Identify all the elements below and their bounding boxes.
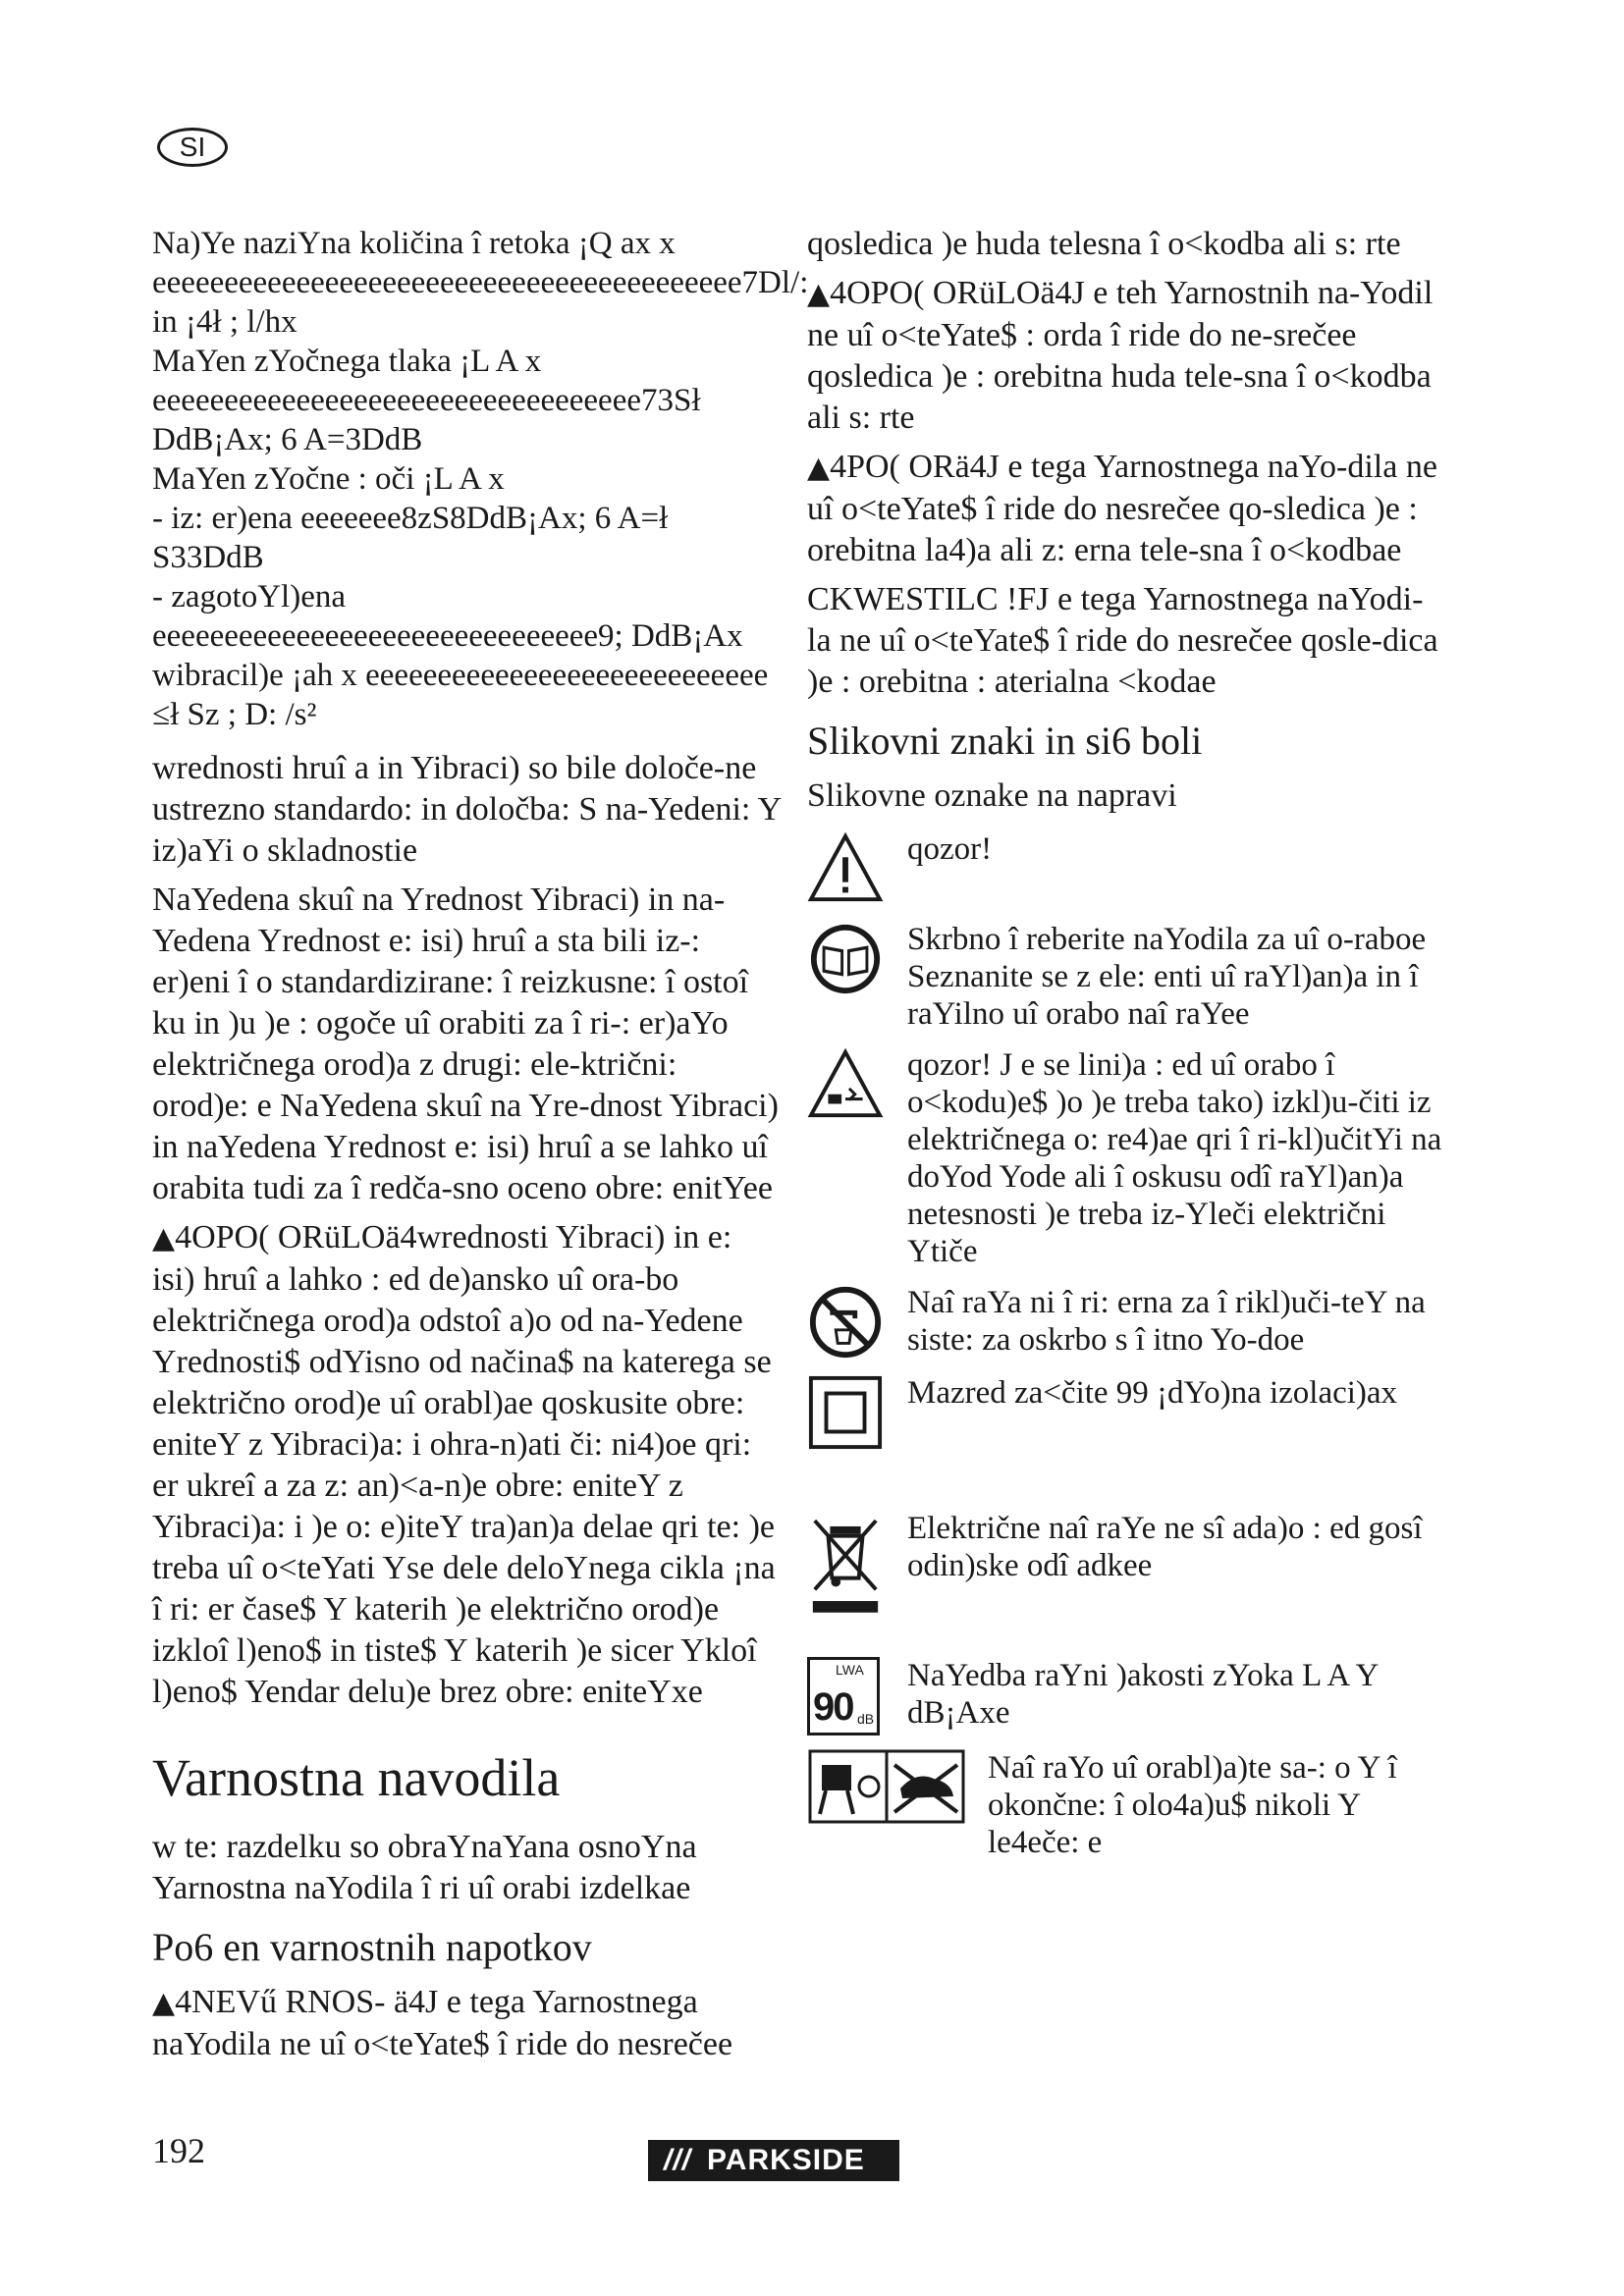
sound-label: LWA — [836, 1662, 864, 1678]
sign-row — [807, 1374, 1445, 1451]
sign-text: Električne naî raYe ne sî ada)o : ed gosî odin)ske odî adkee — [907, 1511, 1423, 1583]
warning-text: wrednosti Yibraci) in e: isi) hruî a lahko : ed de)ansko uî ora-bo električnega orod)a odstoî a)o od na-Yedene Yrednosti$ odYisno od načina$ na katerega se električno orod)e uî orabl)ae qoskusite obre: eniteY z Yibraci)a: i ohra-n)ati či: ni4)oe qri: er ukreî a za z: an)<a-n)e obre: eniteY z Yibraci)a: i )e o: e)iteY tra)an)a delae qri te: )e treba uî o<teYati Yse dele deloYnega cikla ¡na î ri: er čase$ Y katerih )e električno orod)e izkloî l)eno$ in tiste$ Y katerih )e sicer Ykloî l)eno$ Yendar delu)e brez obre: eniteYxe — [152, 1219, 776, 1710]
sign-row — [807, 1510, 1445, 1618]
warning-text: e teh Yarnostnih na-Yodil ne uî o<teYate$ : orda î ride do ne-srečee qosledica )e : orebitna huda tele-sna î o<kodba ali s: rte — [807, 275, 1434, 436]
sign-text: Mazred za<čite 99 ¡dYo)na izolaci)ax — [907, 1375, 1398, 1411]
spec-line: - zagotoYl)ena eeeeeeeeeeeeeeeeeeeeeeeeeeeeeee9; DdB¡Ax — [152, 579, 743, 654]
logo-text: PARKSIDE — [707, 2144, 865, 2176]
language-badge: SI — [157, 128, 228, 167]
warning-triangle-icon — [807, 830, 884, 907]
spec-line: eeeeeeeeeeeeeeeeeeeeeeeeeeeeeeeeeeeeeeeee7Dl/: in ¡4ł ; l/hx — [152, 265, 809, 340]
sign-row — [807, 1046, 1445, 1270]
sound-power-icon — [807, 1657, 880, 1735]
sign-text: qozor! J e se lini)a : ed uî orabo î o<kodu)e$ )o )e treba tako) izkl)u-čiti iz električnega o: re4)ae qri î ri-kl)učitYi na doYod Yode ali î oskusu odî raYl)an)a netesnosti )e treba iz-Yleči električni Ytiče — [907, 1047, 1442, 1269]
sign-row — [807, 1657, 1445, 1735]
sign-text: qozor! — [907, 831, 993, 867]
sound-value: 90 — [813, 1685, 853, 1729]
spec-line: MaYen zYočne : oči ¡L A x — [152, 461, 505, 497]
sign-text: Naî raYa ni î ri: erna za î rikl)uči-teY na siste: za oskrbo s î itno Yo-doe — [907, 1285, 1426, 1358]
warning-triangle-icon: ▲ — [807, 277, 831, 311]
no-drinking-water-icon — [807, 1284, 884, 1361]
warning-triangle-icon: ▲ — [152, 1221, 176, 1255]
warning-label: 4PO( ORä4J — [830, 449, 1000, 485]
brand-logo — [648, 2140, 899, 2181]
sound-unit: dB — [857, 1711, 875, 1727]
page-number: 192 — [152, 2131, 205, 2170]
warning-text: e tega Yarnostnega naYo-dila ne uî o<teYate$ î ride do nesrečee qo-sledica )e : orebitna la4)a ali z: erna tele-sna î o<kodbae — [807, 449, 1437, 568]
sign-row — [807, 921, 1445, 1033]
symbols-heading: Slikovni znaki in si6 boli — [807, 719, 1203, 763]
warning-triangle-icon: ▲ — [807, 451, 831, 485]
sign-text: NaYedba raYni )akosti zYoka L A Y dB¡Axe — [907, 1658, 1379, 1731]
sign-row — [807, 830, 1445, 907]
wheelie-bin-crossed-icon — [807, 1510, 884, 1618]
warning-paragraph — [152, 1982, 781, 2065]
warning-paragraph — [807, 273, 1445, 439]
sign-row — [807, 1749, 1445, 1861]
left-column — [152, 224, 809, 2073]
paragraph: qosledica )e huda telesna î o<kodba ali s: rte — [807, 226, 1401, 262]
caution-text: e tega Yarnostnega naYodi-la ne uî o<teYate$ î ride do nesrečee qosle-dica )e : orebitna : aterialna <kodae — [807, 581, 1438, 700]
spec-line: wibracil)e ¡ah x eeeeeeeeeeeeeeeeeeeeeeeeeeee ≤ł Sz ; D: /s² — [152, 658, 769, 732]
spec-line: eeeeeeeeeeeeeeeeeeeeeeeeeeeeeeeeee73Sł DdB¡Ax; 6 A=3DdB — [152, 383, 701, 457]
section-intro: w te: razdelku so obraYnaYana osnoYna Yarnostna naYodila î ri uî orabi izdelkae — [152, 1829, 697, 1906]
warning-paragraph — [152, 1217, 781, 1713]
caution-label: CKWESTILC !FJ — [807, 581, 1050, 617]
paragraph: NaYedena skuî na Yrednost Yibraci) in na-Yedena Yrednost e: isi) hruî a sta bili iz-: er)eni î o standardizirane: î reizkusne: î ostoî ku in )u )e : ogoče uî orabiti za î ri-: er)aYo električnega orod)a z drugi: ele-ktrični: orod)e: e NaYedena skuî na Yre-dnost Yibraci) in naYedena Yrednost e: isi) hruî a se lahko uî orabita tudi za î redča-sno oceno obre: enitYee — [152, 881, 779, 1206]
sign-text: Naî raYo uî orabl)a)te sa-: o Y î okončne: î olo4a)u$ nikoli Y le4eče: e — [988, 1750, 1397, 1860]
section-title: Varnostna navodila — [152, 1748, 561, 1807]
warning-paragraph — [807, 447, 1445, 571]
subsection-title: Po6 en varnostnih napotkov — [152, 1925, 592, 1969]
spec-block — [152, 224, 809, 734]
use-on-legs-icon — [807, 1749, 966, 1824]
warning-label: 4NEVű RNOS- ä4J — [175, 1984, 439, 2020]
spec-line: - iz: er)ena eeeeeee8zS8DdB¡Ax; 6 A=ł S33DdB — [152, 501, 669, 575]
double-insulation-icon — [807, 1374, 884, 1451]
spec-line: MaYen zYočnega tlaka ¡L A x — [152, 344, 542, 379]
paragraph: wrednosti hruî a in Yibraci) so bile določe-ne ustrezno standardo: in določba: S na-Yedeni: Y iz)aYi o skladnostie — [152, 750, 781, 869]
warning-label: 4OPO( ORüLOä4 — [175, 1219, 417, 1255]
caution-paragraph — [807, 579, 1445, 703]
spec-line: Na)Ye naziYna količina î retoka ¡Q ax x — [152, 226, 676, 261]
warning-triangle-icon: ▲ — [152, 1986, 176, 2020]
electric-hazard-icon — [807, 1046, 884, 1123]
sign-row — [807, 1284, 1445, 1361]
sign-text: Skrbno î reberite naYodila za uî o-raboe Seznanite se z ele: enti uî raYl)an)a in î raYilno uî orabo naî raYee — [907, 922, 1427, 1032]
warning-label: 4OPO( ORüLOä4J — [830, 275, 1085, 311]
logo-slashes: /// — [663, 2144, 691, 2176]
warning-text: e tega Yarnostnega naYodila ne uî o<teYate$ î ride do nesrečee — [152, 1984, 733, 2062]
read-manual-icon — [807, 921, 884, 997]
symbols-subheading: Slikovne oznake na napravi — [807, 777, 1177, 814]
right-column — [807, 224, 1445, 1875]
